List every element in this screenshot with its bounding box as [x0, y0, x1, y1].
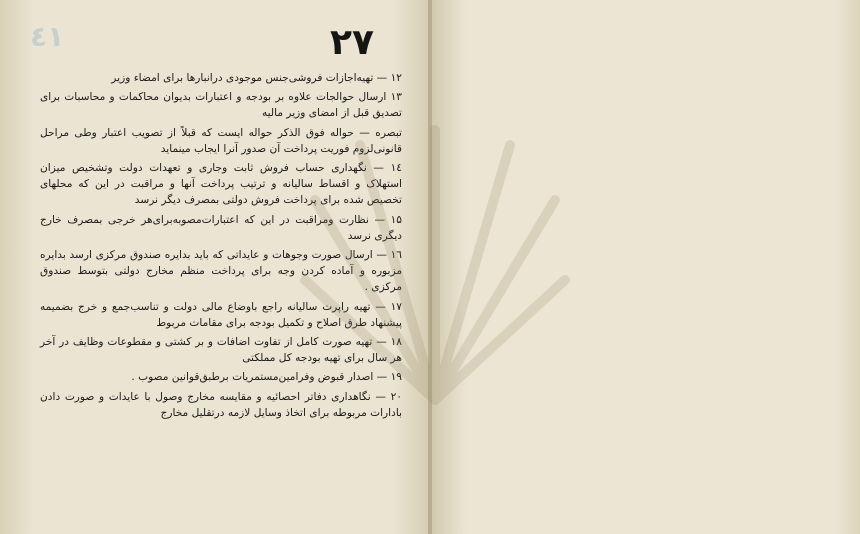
left-paragraph: ۱۹ — اصدار قبوض وفرامین‌مستمریات برطبق‌قوانین مصوب . — [131, 371, 402, 384]
left-page-number: ۲۷ — [330, 22, 374, 63]
left-paragraph: ۱۸ — تهیه صورت کامل از تفاوت اضافات و بر کشتی و مقطوعات وظایف در آخر هر سال برای تهیه بودجه کل مملکتی — [40, 336, 402, 365]
left-paragraph: ۱۵ — نظارت ومراقبت در این که اعتبارات‌مصوبه‌برای‌هر خرجی بمصرف خارج دیگری نرسد — [40, 213, 402, 242]
left-paragraph: ۲۰ — نگاهداری دفاتر احصائیه و مقایسه مخارج وصول با عایدات و صورت دادن بادارات مربوطه برای اتخاذ وسایل لازمه درتقلیل مخارج — [40, 390, 402, 419]
left-paragraph: ۱۷ — تهیه راپرت سالیانه راجع باوضاع مالی دولت و تناسب‌جمع و خرج بضمیمه پیشنهاد طرق اصلاح و تکمیل بودجه برای مقامات مربوط — [40, 300, 402, 329]
left-ghost-number: ٤١ — [30, 20, 65, 53]
left-paragraph: ۱٦ — ارسال صورت وجوهات و عایداتی که باید بدایره صندوق مرکزی ارسد بدایره مزبوره و آماده کردن وجه برای پرداخت منظم مخارج دولتی بتوسط صندوق مرکزی . — [40, 249, 402, 294]
left-paragraph: تبصره — حواله فوق الذکر حواله ایست که قبلاً از تصویب اعتبار وطی مراحل قانونی‌لزوم فوریت پرداخت آن صدور آنرا ایجاب مینماید — [40, 126, 402, 155]
fan-watermark-icon — [300, 110, 570, 410]
left-paragraph: ۱٤ — نگهداری حساب فروش ثابت وجاری و تعهدات دولت وتشخیص میزان استهلاک و اقساط سالیانه و ترتیب پرداخت آنها و مراقبت در این که محلهای تخصیص شده برای پرداخت فروش دولتی بمصرف دیگر نرسد — [40, 162, 402, 207]
left-paragraph: ۱۲ — تهیه‌اجازات فروشی‌جنس موجودی درانبارها برای امضاء وزیر — [111, 72, 402, 84]
left-paragraph: ۱۳ ارسال حوالجات علاوه بر بودجه و اعتبارات بدیوان محاکمات و محاسبات برای تصدیق قبل از امضای وزیر مالیه — [40, 91, 402, 120]
